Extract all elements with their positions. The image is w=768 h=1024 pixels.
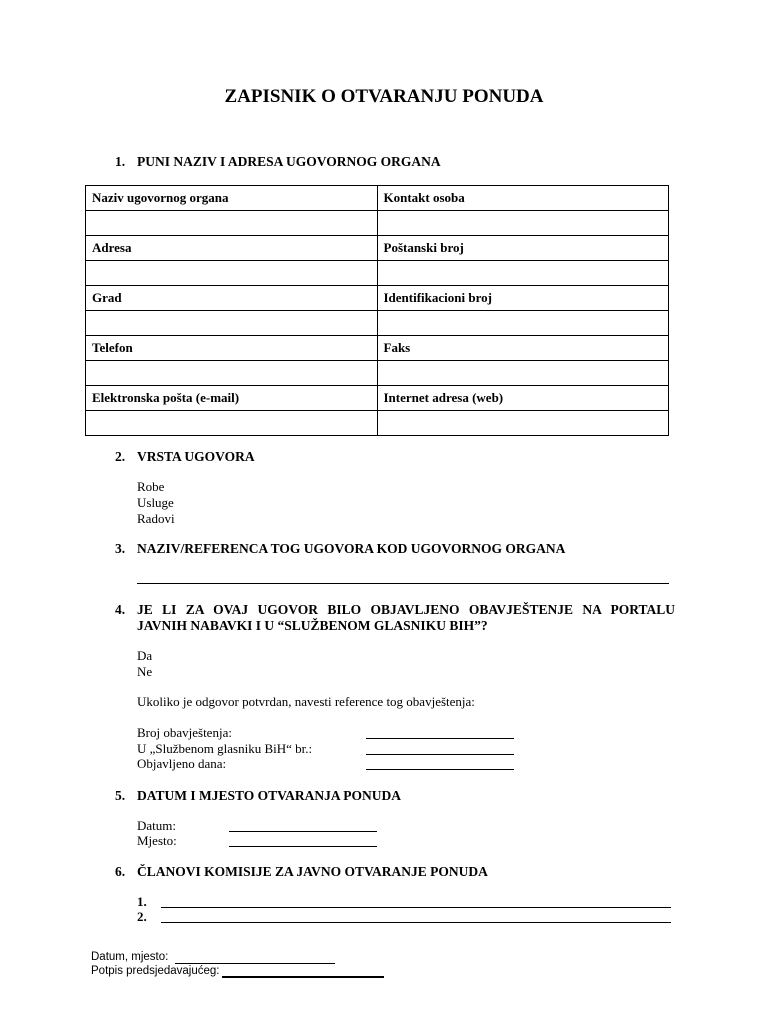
date-line[interactable] [229, 823, 377, 832]
published-date-line[interactable] [366, 761, 514, 770]
contracting-authority-table [85, 185, 669, 436]
section-number: 5. [115, 788, 126, 803]
table-cell-label: Identifikacioni broj [377, 286, 669, 311]
table-label-row [86, 236, 669, 261]
contract-type-services[interactable]: Usluge [137, 495, 174, 510]
table-cell-input[interactable] [86, 261, 378, 286]
table-cell-label: Naziv ugovornog organa [86, 186, 378, 211]
section-number: 1. [115, 154, 126, 169]
notice-number-line[interactable] [366, 730, 514, 739]
table-cell-input[interactable] [377, 361, 669, 386]
gazette-number-label: U „Službenom glasniku BiH“ br.: [137, 741, 313, 756]
section-title: ČLANOVI KOMISIJE ZA JAVNO OTVARANJE PONUDA [137, 864, 488, 879]
section-title: PUNI NAZIV I ADRESA UGOVORNOG ORGANA [137, 154, 441, 169]
section-number: 6. [115, 864, 126, 879]
contract-type-goods[interactable]: Robe [137, 479, 165, 494]
table-cell-label: Kontakt osoba [377, 186, 669, 211]
member-number: 1. [137, 894, 147, 909]
table-label-row [86, 386, 669, 411]
table-cell-label: Adresa [86, 236, 378, 261]
table-label-row [86, 286, 669, 311]
member-1-line[interactable] [161, 898, 671, 908]
table-cell-label: Grad [86, 286, 378, 311]
table-input-row [86, 311, 669, 336]
footer-signature-line[interactable] [222, 968, 384, 978]
contract-reference-line[interactable] [137, 574, 669, 584]
table-cell-input[interactable] [377, 411, 669, 436]
option-yes[interactable]: Da [137, 648, 153, 663]
member-number: 2. [137, 909, 147, 924]
section-title-line-1: JE LI ZA OVAJ UGOVOR BILO OBJAVLJENO OBAVJEŠTENJE NA PORTALU [137, 602, 675, 617]
table-input-row [86, 361, 669, 386]
table-cell-label: Poštanski broj [377, 236, 669, 261]
section-title: VRSTA UGOVORA [137, 449, 255, 464]
date-label: Datum: [137, 818, 176, 833]
footer-signature-label: Potpis predsjedavajućeg: [91, 965, 220, 977]
section-title: NAZIV/REFERENCA TOG UGOVORA KOD UGOVORNOG ORGANA [137, 541, 566, 556]
table-cell-label: Telefon [86, 336, 378, 361]
table-input-row [86, 261, 669, 286]
if-yes-instruction: Ukoliko je odgovor potvrdan, navesti reference tog obavještenja: [137, 694, 475, 709]
section-title-line-2: JAVNIH NABAVKI I U “SLUŽBENOM GLASNIKU BIH”? [137, 618, 488, 633]
place-line[interactable] [229, 838, 377, 847]
section-number: 2. [115, 449, 126, 464]
table-cell-label: Elektronska pošta (e-mail) [86, 386, 378, 411]
table-cell-input[interactable] [377, 211, 669, 236]
table-cell-input[interactable] [86, 311, 378, 336]
gazette-number-line[interactable] [366, 746, 514, 755]
footer-date-place-line[interactable] [175, 954, 335, 964]
table-cell-input[interactable] [377, 261, 669, 286]
section-number: 3. [115, 541, 126, 556]
member-2-line[interactable] [161, 913, 671, 923]
contract-type-works[interactable]: Radovi [137, 511, 175, 526]
footer-date-place-label: Datum, mjesto: [91, 951, 169, 963]
table-input-row [86, 411, 669, 436]
table-cell-label: Faks [377, 336, 669, 361]
table-cell-input[interactable] [377, 311, 669, 336]
table-cell-input[interactable] [86, 411, 378, 436]
table-input-row [86, 211, 669, 236]
table-label-row [86, 186, 669, 211]
document-title: ZAPISNIK O OTVARANJU PONUDA [224, 86, 544, 107]
table-cell-input[interactable] [86, 211, 378, 236]
place-label: Mjesto: [137, 833, 177, 848]
table-label-row [86, 336, 669, 361]
published-date-label: Objavljeno dana: [137, 756, 227, 771]
table-cell-label: Internet adresa (web) [377, 386, 669, 411]
option-no[interactable]: Ne [137, 664, 153, 679]
notice-number-label: Broj obavještenja: [137, 725, 232, 740]
section-number: 4. [115, 602, 126, 617]
section-title: DATUM I MJESTO OTVARANJA PONUDA [137, 788, 402, 803]
table-cell-input[interactable] [86, 361, 378, 386]
